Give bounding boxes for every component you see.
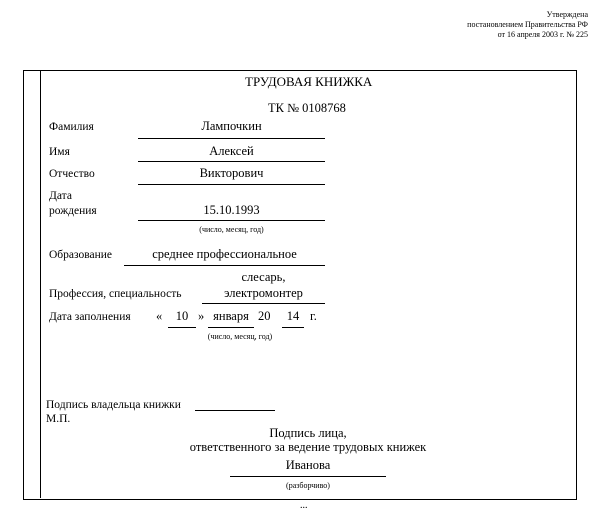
birth-label-2: рождения: [49, 205, 97, 217]
approval-line-3: от 16 апреля 2003 г. № 225: [497, 30, 588, 39]
birth-date-value: 15.10.1993: [203, 203, 260, 217]
surname-label: Фамилия: [49, 121, 94, 133]
profession-underline: [202, 303, 325, 304]
patronymic-underline: [138, 184, 325, 185]
fill-day-underline: [168, 327, 196, 328]
fill-date-label: Дата заполнения: [49, 311, 131, 323]
name-value: Алексей: [209, 144, 254, 158]
continuation-ellipsis: ...: [300, 500, 308, 511]
responsible-label-2: ответственного за ведение трудовых книжек: [189, 440, 427, 454]
fill-day-value: 10: [175, 309, 189, 323]
birth-date-hint: (число, месяц, год): [199, 225, 264, 234]
document-number: ТК № 0108768: [268, 101, 346, 115]
fill-year-value: 14: [286, 309, 300, 323]
profession-value-2: электромонтер: [224, 286, 303, 300]
education-label: Образование: [49, 249, 113, 261]
binding-margin-rule: [40, 70, 41, 498]
responsible-name-value: Иванова: [285, 458, 331, 472]
education-value: среднее профессиональное: [152, 247, 297, 261]
birth-label-1: Дата: [49, 190, 72, 202]
fill-year-underline: [282, 327, 304, 328]
quote-open: «: [156, 309, 163, 323]
year-suffix: г.: [310, 309, 317, 323]
responsible-label-1: Подпись лица,: [269, 426, 347, 440]
profession-label: Профессия, специальность: [49, 288, 182, 300]
patronymic-label: Отчество: [49, 168, 95, 180]
approval-line-1: Утверждена: [546, 10, 588, 19]
patronymic-value: Викторович: [199, 166, 264, 180]
surname-underline: [138, 138, 325, 139]
owner-signature-line: [195, 410, 275, 411]
name-underline: [138, 161, 325, 162]
fill-date-hint: (число, месяц, год): [207, 332, 273, 341]
legible-hint: (разборчиво): [286, 481, 330, 490]
fill-month-value: января: [213, 309, 249, 323]
fill-month-underline: [208, 327, 254, 328]
surname-value: Лампочкин: [201, 119, 262, 133]
approval-note: [467, 10, 588, 40]
responsible-name-underline: [230, 476, 386, 477]
document-title: ТРУДОВАЯ КНИЖКА: [245, 74, 373, 89]
owner-signature-label: Подпись владельца книжки: [46, 399, 181, 411]
approval-line-2: постановлением Правительства РФ: [467, 20, 588, 29]
birth-date-underline: [138, 220, 325, 221]
education-underline: [124, 265, 325, 266]
name-label: Имя: [49, 146, 70, 158]
stamp-label: М.П.: [46, 413, 71, 425]
fill-century: 20: [258, 309, 271, 323]
quote-close: »: [198, 309, 205, 323]
profession-value-1: слесарь,: [241, 270, 286, 284]
